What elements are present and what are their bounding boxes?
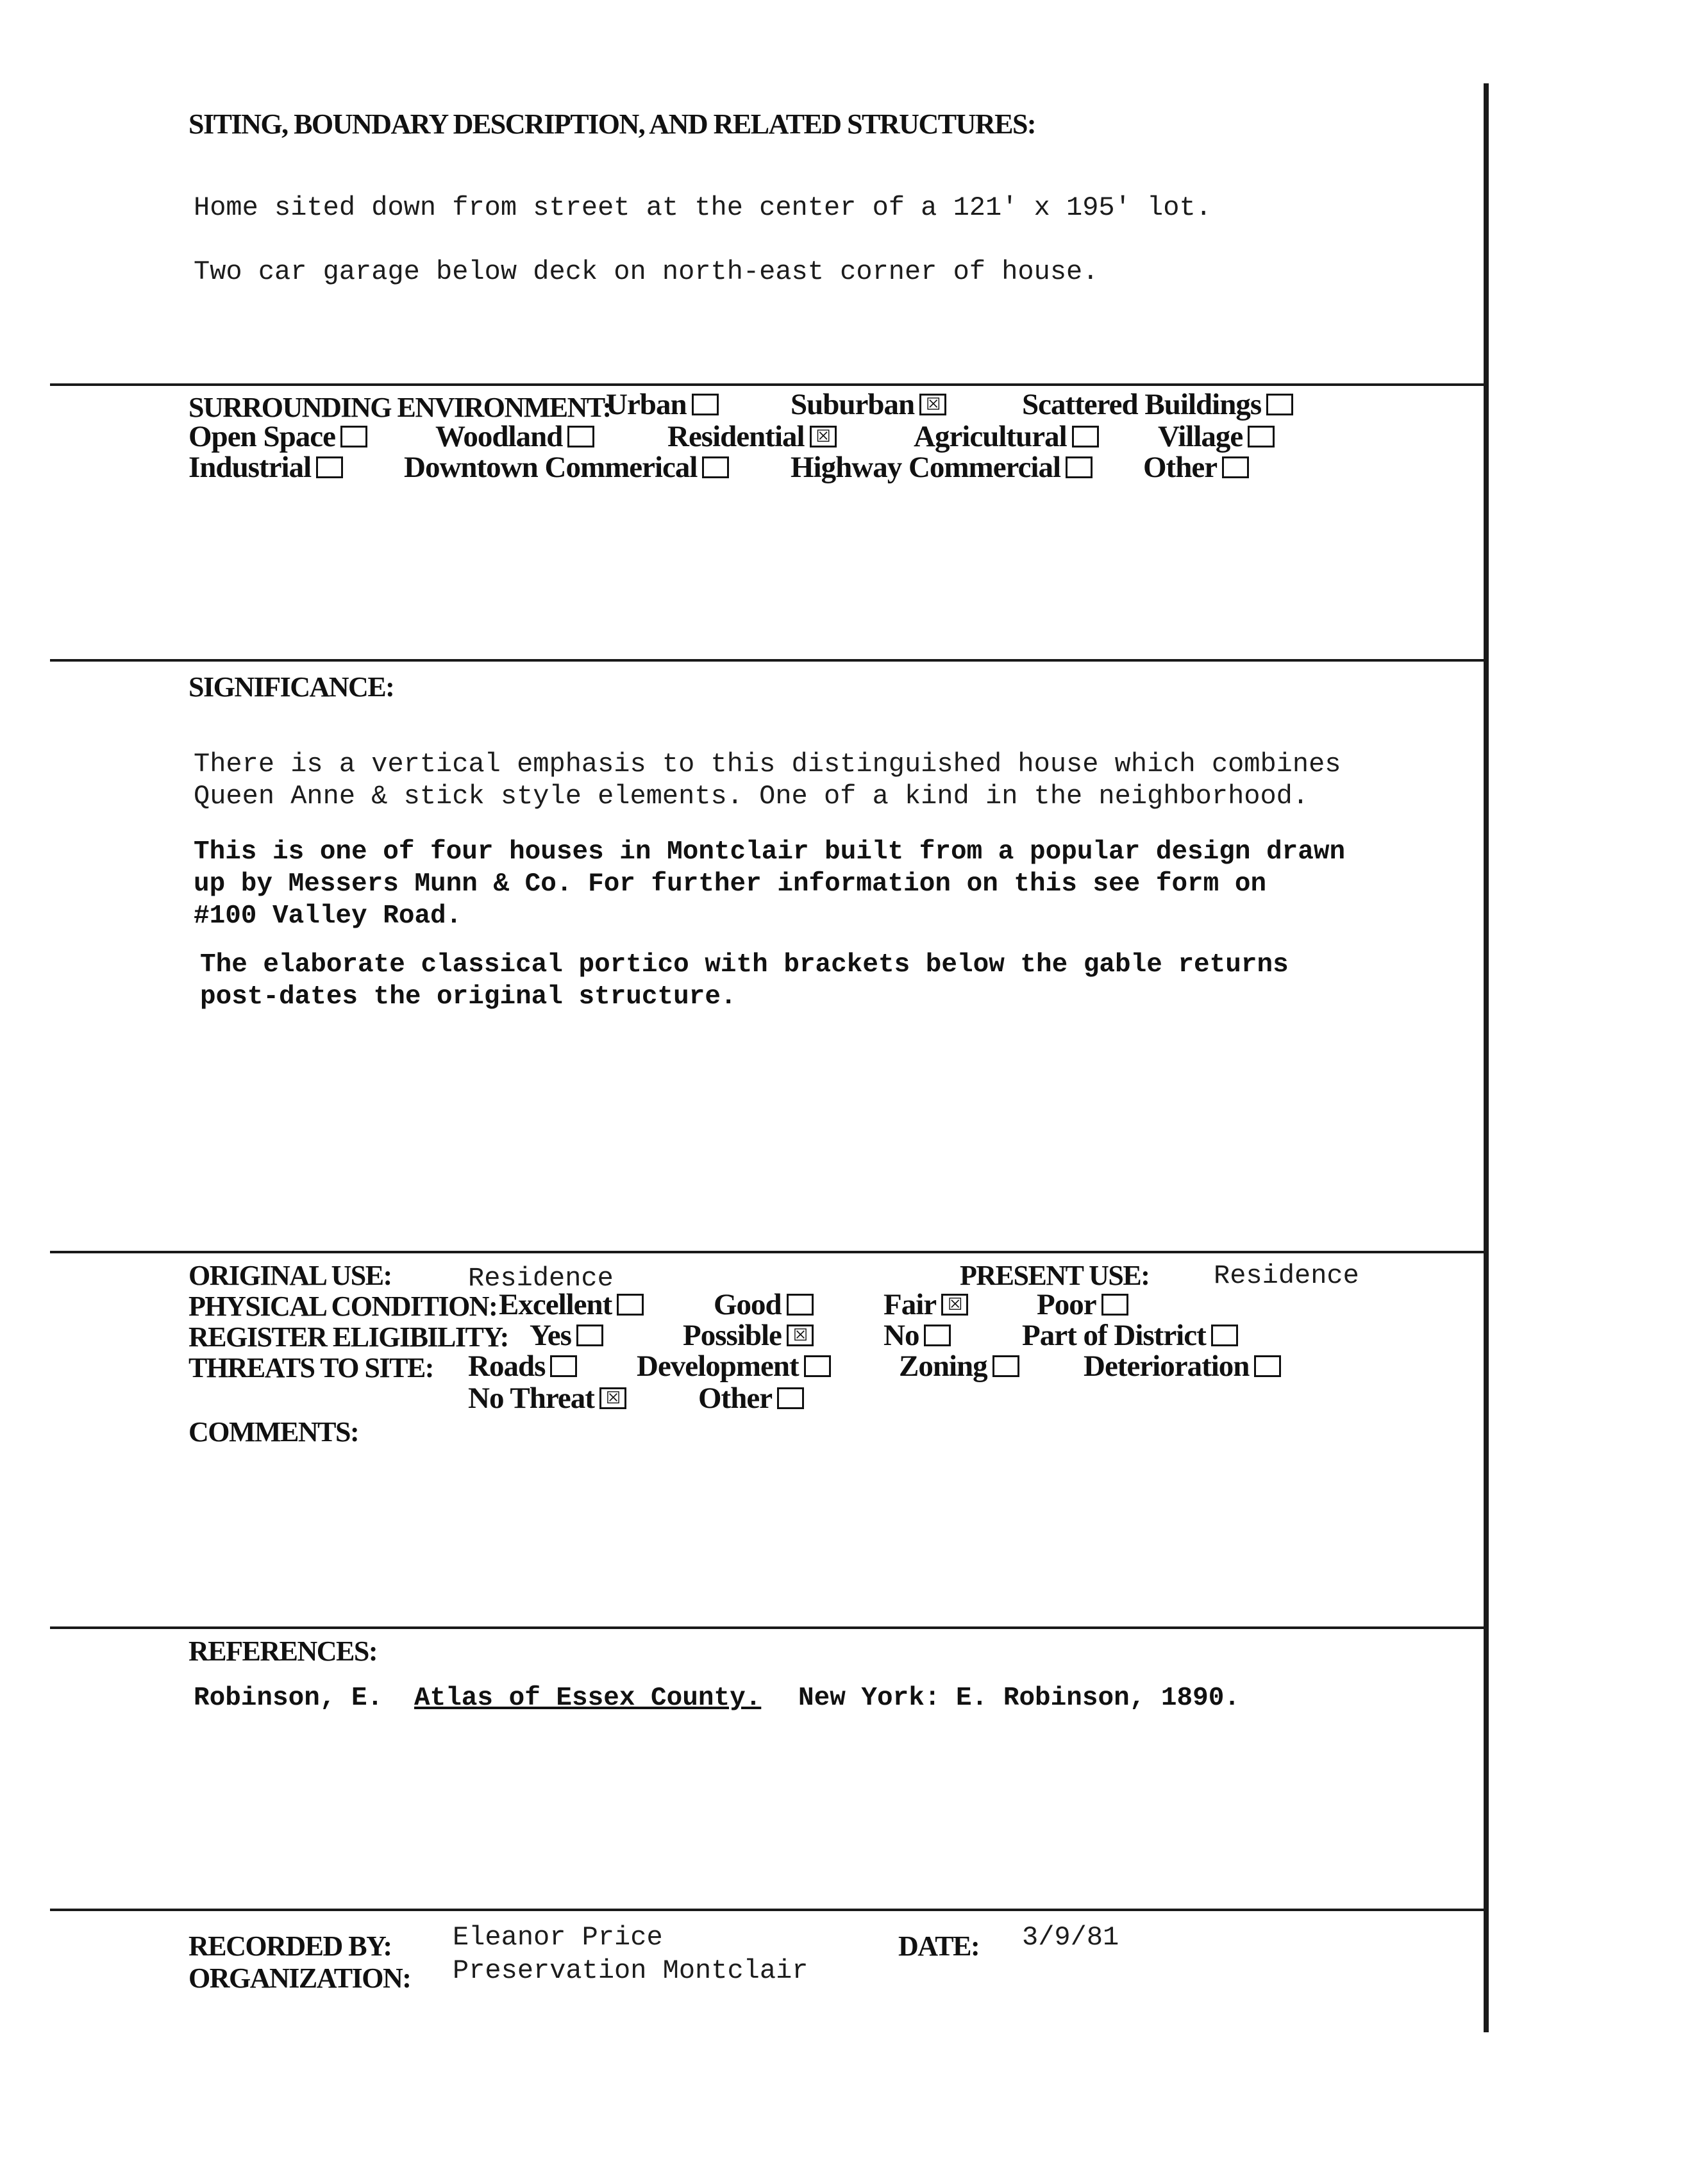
condition-option-poor[interactable]: Poor (1037, 1287, 1128, 1322)
original-use-value: Residence (468, 1263, 614, 1294)
condition-option-fair[interactable]: Fair ☒ (883, 1287, 968, 1322)
checkbox-no-threat[interactable]: ☒ (599, 1387, 626, 1409)
recorded-by-value: Eleanor Price (453, 1922, 663, 1953)
section-divider-5 (50, 1909, 1484, 1911)
checkbox-excellent[interactable] (617, 1294, 644, 1316)
checkbox-agricultural[interactable] (1072, 426, 1099, 447)
organization-label: ORGANIZATION: (188, 1962, 411, 1994)
date-label: DATE: (898, 1930, 980, 1962)
checkbox-open-space[interactable] (340, 426, 367, 447)
significance-line: Queen Anne & stick style elements. One of a kind in the neighborhood. (194, 781, 1309, 812)
present-use-label: PRESENT USE: (960, 1260, 1150, 1291)
env-option-scattered-buildings[interactable]: Scattered Buildings (1022, 387, 1293, 422)
env-option-highway-commercial[interactable]: Highway Commercial (791, 450, 1093, 485)
checkbox-deterioration[interactable] (1254, 1355, 1281, 1377)
threat-option-deterioration[interactable]: Deterioration (1084, 1349, 1281, 1383)
env-option-woodland[interactable]: Woodland (435, 419, 594, 454)
section-divider-4 (50, 1626, 1484, 1629)
section-divider-1 (50, 383, 1484, 386)
eligibility-option-no[interactable]: No (883, 1318, 951, 1353)
threats-label: THREATS TO SITE: (188, 1352, 433, 1383)
checkbox-urban[interactable] (692, 394, 719, 415)
eligibility-option-possible[interactable]: Possible ☒ (683, 1318, 814, 1353)
siting-heading: SITING, BOUNDARY DESCRIPTION, AND RELATED STRUCTURES: (188, 108, 1036, 140)
checkbox-no[interactable] (924, 1325, 951, 1346)
environment-heading: SURROUNDING ENVIRONMENT: (188, 392, 611, 423)
env-option-industrial[interactable]: Industrial (188, 450, 343, 485)
checkbox-part-of-district[interactable] (1211, 1325, 1238, 1346)
threat-option-other[interactable]: Other (698, 1381, 804, 1416)
eligibility-label: REGISTER ELIGIBILITY: (188, 1321, 508, 1353)
threat-option-development[interactable]: Development (637, 1349, 831, 1383)
env-option-urban[interactable]: Urban (606, 387, 719, 422)
reference-author: Robinson, E. (194, 1684, 383, 1713)
checkbox-woodland[interactable] (567, 426, 594, 447)
original-use-label: ORIGINAL USE: (188, 1260, 392, 1291)
checkbox-env-other[interactable] (1222, 456, 1249, 478)
condition-option-excellent[interactable]: Excellent (499, 1287, 644, 1322)
condition-option-good[interactable]: Good (714, 1287, 814, 1322)
checkbox-scattered-buildings[interactable] (1266, 394, 1293, 415)
env-option-village[interactable]: Village (1158, 419, 1275, 454)
significance-line: The elaborate classical portico with brackets below the gable returns (200, 950, 1289, 980)
references-heading: REFERENCES: (188, 1635, 377, 1667)
checkbox-highway-commercial[interactable] (1066, 456, 1093, 478)
checkbox-possible[interactable]: ☒ (787, 1325, 814, 1346)
present-use-value: Residence (1214, 1260, 1359, 1291)
checkbox-downtown-commercial[interactable] (702, 456, 729, 478)
checkbox-industrial[interactable] (316, 456, 343, 478)
reference-title: Atlas of Essex County. (414, 1684, 762, 1713)
env-option-agricultural[interactable]: Agricultural (914, 419, 1099, 454)
right-border-line (1484, 83, 1489, 2032)
eligibility-option-part-of-district[interactable]: Part of District (1022, 1318, 1238, 1353)
checkbox-zoning[interactable] (992, 1355, 1019, 1377)
organization-value: Preservation Montclair (453, 1955, 808, 1986)
checkbox-development[interactable] (804, 1355, 831, 1377)
significance-line: There is a vertical emphasis to this distinguished house which combines (194, 749, 1341, 780)
significance-heading: SIGNIFICANCE: (188, 671, 394, 703)
condition-label: PHYSICAL CONDITION: (188, 1291, 498, 1322)
date-value: 3/9/81 (1022, 1922, 1119, 1953)
significance-line: post-dates the original structure. (200, 982, 737, 1012)
reference-publisher: New York: E. Robinson, 1890. (798, 1684, 1240, 1713)
env-option-downtown-commercial[interactable]: Downtown Commerical (404, 450, 729, 485)
threat-option-roads[interactable]: Roads (468, 1349, 577, 1383)
siting-line: Home sited down from street at the center of a 121' x 195' lot. (194, 192, 1212, 223)
section-divider-3 (50, 1251, 1484, 1253)
checkbox-residential[interactable]: ☒ (810, 426, 837, 447)
checkbox-poor[interactable] (1101, 1294, 1128, 1316)
threat-option-no-threat[interactable]: No Threat ☒ (468, 1381, 626, 1416)
section-divider-2 (50, 659, 1484, 662)
comments-label: COMMENTS: (188, 1416, 359, 1448)
checkbox-good[interactable] (787, 1294, 814, 1316)
env-option-residential[interactable]: Residential ☒ (667, 419, 837, 454)
significance-line: This is one of four houses in Montclair built from a popular design drawn (194, 837, 1346, 867)
significance-line: #100 Valley Road. (194, 901, 462, 931)
checkbox-suburban[interactable]: ☒ (919, 394, 946, 415)
recorded-by-label: RECORDED BY: (188, 1930, 392, 1962)
checkbox-roads[interactable] (550, 1355, 577, 1377)
checkbox-fair[interactable]: ☒ (941, 1294, 968, 1316)
env-option-open-space[interactable]: Open Space (188, 419, 367, 454)
significance-line: up by Messers Munn & Co. For further information on this see form on (194, 869, 1267, 899)
eligibility-option-yes[interactable]: Yes (530, 1318, 603, 1353)
env-option-suburban[interactable]: Suburban ☒ (791, 387, 946, 422)
env-option-other[interactable]: Other (1143, 450, 1249, 485)
checkbox-threat-other[interactable] (777, 1387, 804, 1409)
checkbox-yes[interactable] (576, 1325, 603, 1346)
threat-option-zoning[interactable]: Zoning (899, 1349, 1019, 1383)
checkbox-village[interactable] (1248, 426, 1275, 447)
siting-line: Two car garage below deck on north-east corner of house. (194, 256, 1099, 287)
